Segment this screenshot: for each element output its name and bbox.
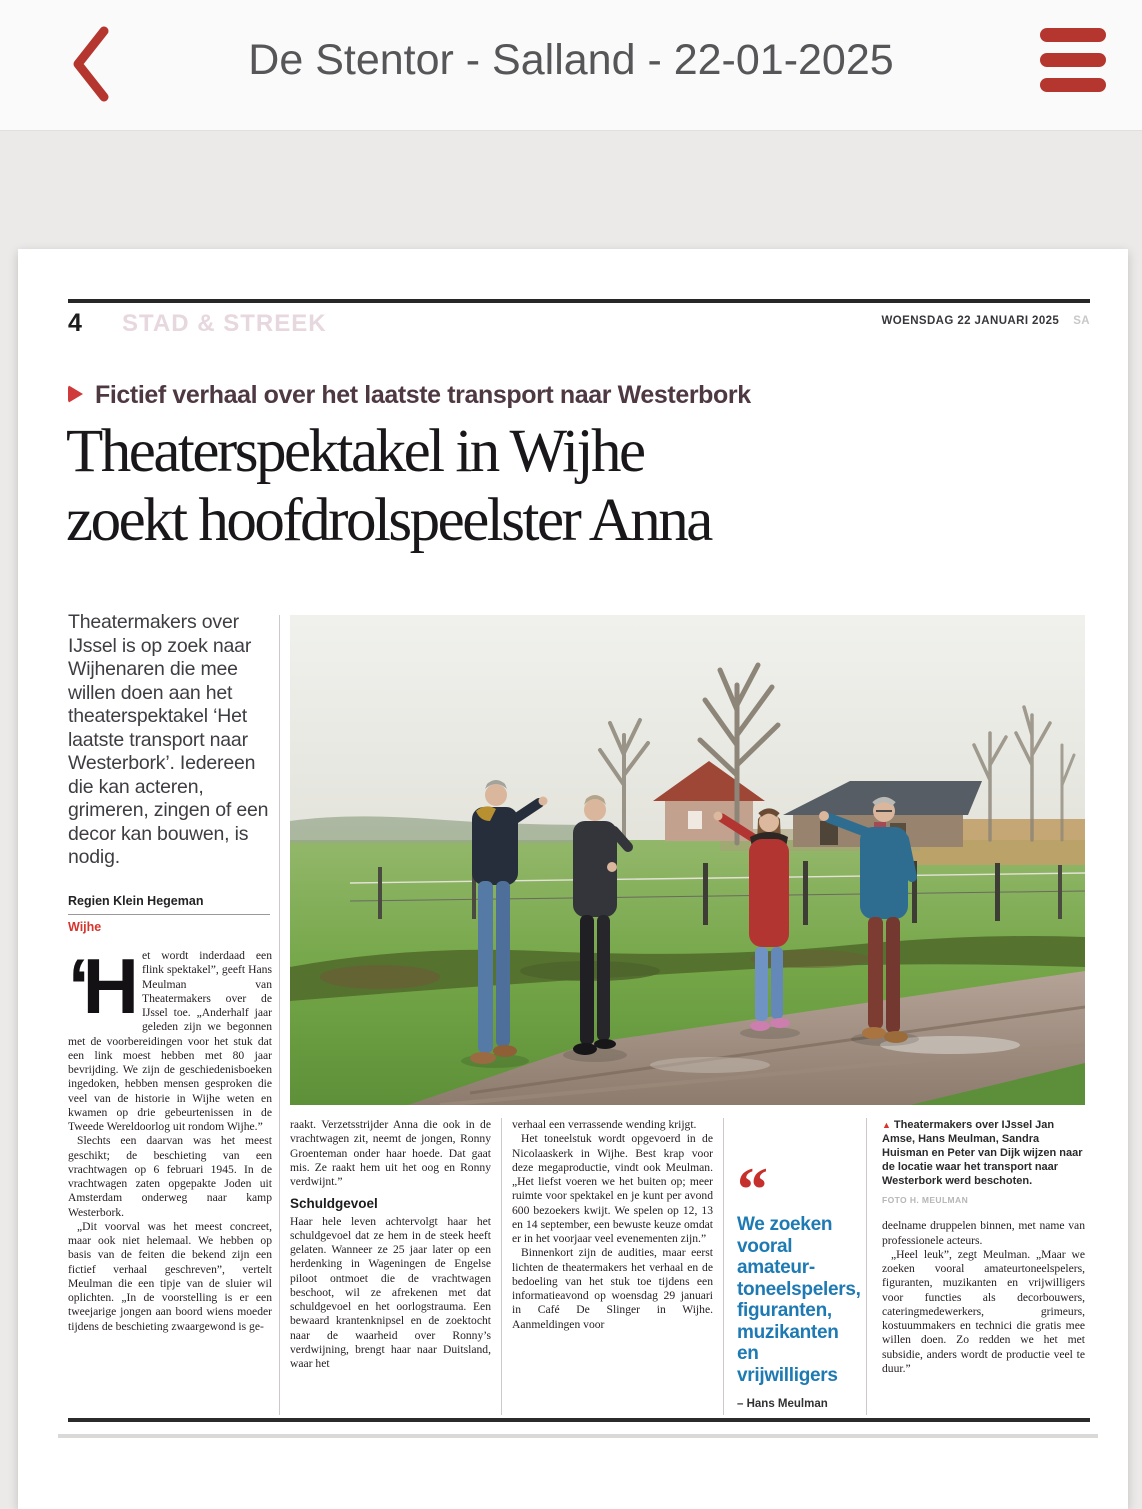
paragraph: „Dit voorval was het meest concreet, maar ook niet helemaal. We hebben op basis van de feiten die bekend zijn een fictief verhaal geschreven”, vertelt Meulman die een tipje van de sluier wil oplichten. „In de voorstelling is er een tweejarige jongen aan boord wiens moeder tijdens de beschieting zwaargewond is ge- <box>68 1219 272 1333</box>
column-divider <box>501 1118 502 1415</box>
page-bottom-rule <box>68 1418 1090 1422</box>
photo-caption <box>882 1118 1085 1188</box>
paragraph: Het toneelstuk wordt opgevoerd in de Nicolaaskerk in Wijhe. Best krap voor deze megaproductie, vindt ook Meulman. „Het liefst voeren we het buiten op; meer ruimte voor spektakel en je kunt per avond 600 bezoekers kwijt. We spelen op 12, 13 en 14 september, een bewuste keuze omdat er in het voorjaar veel evenementen zijn.” <box>512 1132 713 1245</box>
paragraph: et wordt inderdaad een flink spektakel”, geeft Hans Meulman van Theatermakers over de IJssel toe. „Anderhalf jaar geleden zijn we begonnen met de voorbereidingen voor het stuk dat een link moest hebben met 80 jaar bevrijding. We zijn de geschiedenisboeken ingedoken, hebben mensen gesproken die veel van de historie in Wijhe weten en kwamen op drie gebeurtenissen in de Tweede Wereldoorlog uit rondom Wijhe.” <box>68 949 272 1133</box>
photo-credit: FOTO H. MEULMAN <box>882 1195 969 1205</box>
subhead: Schuldgevoel <box>290 1196 378 1212</box>
kicker-text: Fictief verhaal over het laatste transport naar Westerbork <box>95 381 751 409</box>
article-intro: Theatermakers over IJssel is op zoek naar Wijhenaren die mee willen doen aan het theaterspektakel ‘Het laatste transport naar Westerbork’. Iedereen die kan acteren, grimeren, zingen of een decor kan bouwen, is nodig. <box>68 611 269 868</box>
body-column-4 <box>882 1118 1085 1416</box>
article-photo <box>290 615 1085 1105</box>
dateline-city: Wijhe <box>68 920 102 934</box>
paragraph: Slechts een daarvan was het meest geschikt; de beschieting van een vrachtwagen op 6 februari 1945. In de vrachtwagen zaten opgepakte Joden uit Amsterdam onderweg naar kamp Westerbork. <box>68 1134 272 1219</box>
edition-code: SA <box>1073 315 1090 327</box>
newspaper-page[interactable] <box>18 249 1128 1509</box>
column-divider <box>723 1118 724 1415</box>
pull-quote-attribution: – Hans Meulman <box>737 1398 828 1410</box>
section-title: STAD & STREEK <box>122 310 327 337</box>
paragraph: verhaal een verrassende wending krijgt. <box>512 1118 697 1131</box>
paragraph: Haar hele leven achtervolgt haar het schuldgevoel dat ze hem in de steek heeft gelaten. Wanneer ze 25 jaar later op een herdenking in Wageningen de Engelse piloot ontmoet die de vrachtwagen beschoot, wil ze afrekenen met dat schuldgevoel en het oorlogstrauma. Een bewaard krantenknipsel en de zoektocht naar de waarheid over Ronny’s verdwijning, brengt haar naar Duitsland, waar het <box>290 1214 491 1370</box>
body-column-3 <box>512 1118 713 1416</box>
paragraph: deelname druppelen binnen, met name van professionele acteurs. <box>882 1219 1085 1247</box>
paper-dateline <box>68 315 1090 327</box>
caption-triangle-icon: ▲ <box>882 1120 891 1130</box>
caption-text: Theatermakers over IJssel Jan Amse, Hans Meulman, Sandra Huisman en Peter van Dijk wijzen naar de locatie waar het transport naar Westerbork werd beschoten. <box>882 1119 1083 1187</box>
pull-quote <box>737 1118 859 1410</box>
drop-cap: ‘H <box>68 949 132 1030</box>
paragraph: raakt. Verzetsstrijder Anna die ook in de vrachtwagen zit, neemt de jongen, Ronny Groenteman onder haar hoede. Dat gaat mis. Ze raakt hem uit het oog en Ronny verdwijnt.” <box>290 1118 491 1188</box>
photo-illustration <box>290 615 1085 1105</box>
headline-line2: zoekt hoofdrolspeelster Anna <box>66 487 711 554</box>
menu-button[interactable] <box>1040 28 1110 96</box>
column-divider <box>866 1118 867 1415</box>
paragraph: „Heel leuk”, zegt Meulman. „Maar we zoeken vooral amateurtoneelspelers, figuranten, muzikanten en vrijwilligers voor functies als decorbouwers, cateringmedewerkers, grimeurs, kostuummakers en technici die gratis mee willen doen. Zo redden we het met subsidie, anders wordt de productie veel te duur.” <box>882 1247 1085 1375</box>
headline-line1: Theaterspektakel in Wijhe <box>66 418 644 485</box>
app-top-bar <box>0 0 1142 131</box>
page-number: 4 <box>68 309 82 337</box>
pull-quote-text: We zoeken vooral amateur-toneelspelers, figuranten, muzikanten en vrijwilligers <box>737 1214 861 1386</box>
edition-title: De Stentor - Salland - 22-01-2025 <box>248 36 894 84</box>
body-column-2 <box>290 1118 491 1416</box>
kicker-bullet-icon <box>68 385 83 403</box>
byline: Regien Klein Hegeman <box>68 894 270 915</box>
next-section-rule <box>58 1434 1098 1438</box>
quote-mark-icon: “ <box>737 1156 764 1224</box>
column-divider <box>279 615 280 1415</box>
kicker <box>68 381 751 410</box>
paper-date: WOENSDAG 22 JANUARI 2025 <box>881 315 1060 327</box>
header-rule <box>68 299 1090 303</box>
body-column-1 <box>68 949 272 1414</box>
headline <box>66 417 1096 555</box>
paragraph: Binnenkort zijn de audities, maar eerst lichten de theatermakers het verhaal en de bedoeling van het stuk toe tijdens een informatieavond op woensdag 29 januari in Café De Slinger in Wijhe. Aanmeldingen voor <box>512 1246 713 1331</box>
